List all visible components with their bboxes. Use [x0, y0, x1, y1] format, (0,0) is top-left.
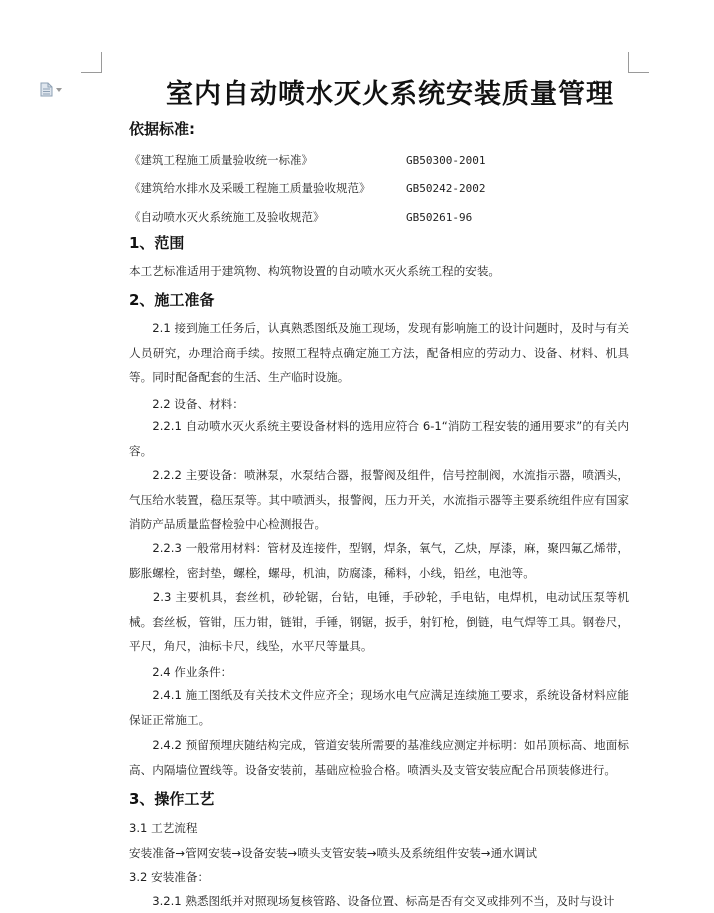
paragraph-3-2-1: 3.2.1 熟悉图纸并对照现场复核管路、设备位置、标高是否有交叉或排列不当，及时与设计	[129, 894, 615, 908]
standard-row	[129, 152, 649, 168]
section-heading-scope: 1、范围	[129, 234, 185, 252]
standard-name: 《建筑给水排水及采暖工程施工质量验收规范》	[129, 181, 371, 195]
page-corner-mark-top-right	[628, 52, 649, 73]
paragraph-3-1: 3.1 工艺流程	[129, 821, 198, 835]
standard-name: 《自动喷水灭火系统施工及验收规范》	[129, 210, 325, 224]
paragraph-2-4-1: 2.4.1 施工图纸及有关技术文件应齐全；现场水电气应满足连续施工要求，系统设备材料应能保证正常施工。	[129, 688, 629, 727]
paragraph-2-2: 2.2 设备、材料：	[129, 397, 244, 411]
paragraph-2-4-2: 2.4.2 预留预埋庆随结构完成，管道安装所需要的基准线应测定并标明：如吊顶标高、地面标高、内隔墙位置线等。设备安装前，基础应检验合格。喷洒头及支管安装应配合吊顶装修进行。	[129, 738, 629, 777]
page-corner-mark-top-left	[81, 52, 102, 73]
standard-code: GB50300-2001	[406, 154, 486, 167]
standard-row	[129, 180, 649, 196]
section-heading-preparation: 2、施工准备	[129, 291, 215, 309]
paragraph-2-3: 2.3 主要机具，套丝机，砂轮锯，台钻，电锤，手砂轮，手电钻，电焊机，电动试压泵等机械。套丝板，管钳，压力钳，链钳，手锤，钢锯，扳手，射钉枪，倒链，电气焊等工具。钢卷尺，平尺，角尺，油标卡尺，线坠，水平尺等量具。	[129, 590, 629, 654]
standard-name: 《建筑工程施工质量验收统一标准》	[129, 153, 313, 167]
paragraph-2-2-1: 2.2.1 自动喷水灭火系统主要设备材料的选用应符合 6-1“消防工程安装的通用要求”的有关内容。	[129, 419, 629, 458]
standard-code: GB50242-2002	[406, 182, 486, 195]
standard-code: GB50261-96	[406, 211, 473, 224]
scope-text: 本工艺标准适用于建筑物、构筑物设置的自动喷水灭火系统工程的安装。	[129, 264, 501, 278]
paragraph-2-2-2: 2.2.2 主要设备：喷淋泵，水泵结合器，报警阀及组件，信号控制阀，水流指示器，喷洒头，气压给水装置，稳压泵等。其中喷洒头，报警阀，压力开关，水流指示器等主要系统组件应有国家消防产品质量监督检验中心检测报告。	[129, 468, 629, 532]
standard-row	[129, 209, 649, 225]
section-heading-process: 3、操作工艺	[129, 790, 215, 808]
document-title: 室内自动喷水灭火系统安装质量管理	[166, 79, 614, 110]
paragraph-2-2-3: 2.2.3 一般常用材料：管材及连接件，型钢，焊条，氧气，乙炔，厚漆，麻，聚四氟乙烯带，膨胀螺栓，密封垫，螺栓，螺母，机油，防腐漆，稀料，小线，铅丝，电池等。	[129, 541, 629, 580]
basis-heading: 依据标准:	[129, 120, 195, 138]
paragraph-3-2: 3.2 安装准备：	[129, 870, 210, 884]
process-flow: 安装准备→管网安装→设备安装→喷头支管安装→喷头及系统组件安装→通水调试	[129, 846, 537, 860]
paragraph-2-1: 2.1 接到施工任务后，认真熟悉图纸及施工现场，发现有影响施工的设计问题时，及时与有关人员研究，办理洽商手续。按照工程特点确定施工方法，配备相应的劳动力、设备、材料、机具等。同时配备配套的生活、生产临时设施。	[129, 321, 629, 385]
paragraph-2-4: 2.4 作业条件：	[129, 665, 233, 679]
